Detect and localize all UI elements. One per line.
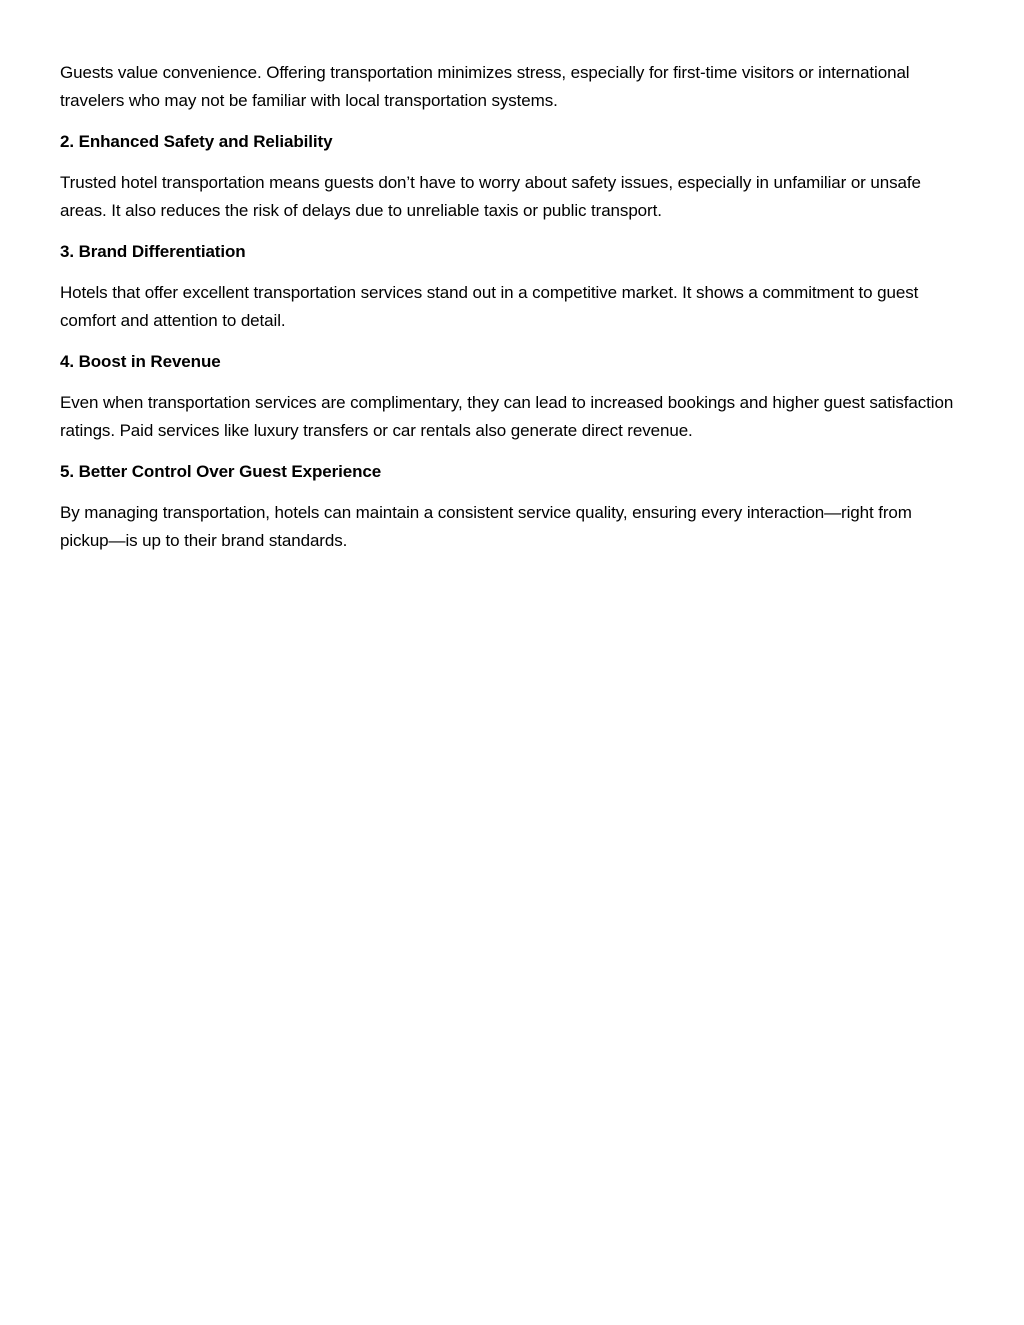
section-heading-safety: 2. Enhanced Safety and Reliability (60, 132, 333, 151)
intro-paragraph: Guests value convenience. Offering transportation minimizes stress, especially for first-time visitors or international travelers who may not be familiar with local transportation systems. (60, 63, 910, 110)
document-page (60, 59, 964, 568)
section-heading-revenue: 4. Boost in Revenue (60, 352, 221, 371)
section-heading-control: 5. Better Control Over Guest Experience (60, 462, 382, 481)
section-body-brand: Hotels that offer excellent transportation services stand out in a competitive market. It shows a commitment to guest comfort and attention to detail. (60, 283, 919, 330)
section-body-revenue: Even when transportation services are complimentary, they can lead to increased bookings and higher guest satisfaction ratings. Paid services like luxury transfers or car rentals also generate direct revenue. (60, 393, 954, 440)
section-body-control: By managing transportation, hotels can maintain a consistent service quality, ensuring every interaction—right from pickup—is up to their brand standards. (60, 503, 912, 550)
section-heading-brand: 3. Brand Differentiation (60, 242, 246, 261)
section-body-safety: Trusted hotel transportation means guests don’t have to worry about safety issues, especially in unfamiliar or unsafe areas. It also reduces the risk of delays due to unreliable taxis or public transport. (60, 173, 921, 220)
